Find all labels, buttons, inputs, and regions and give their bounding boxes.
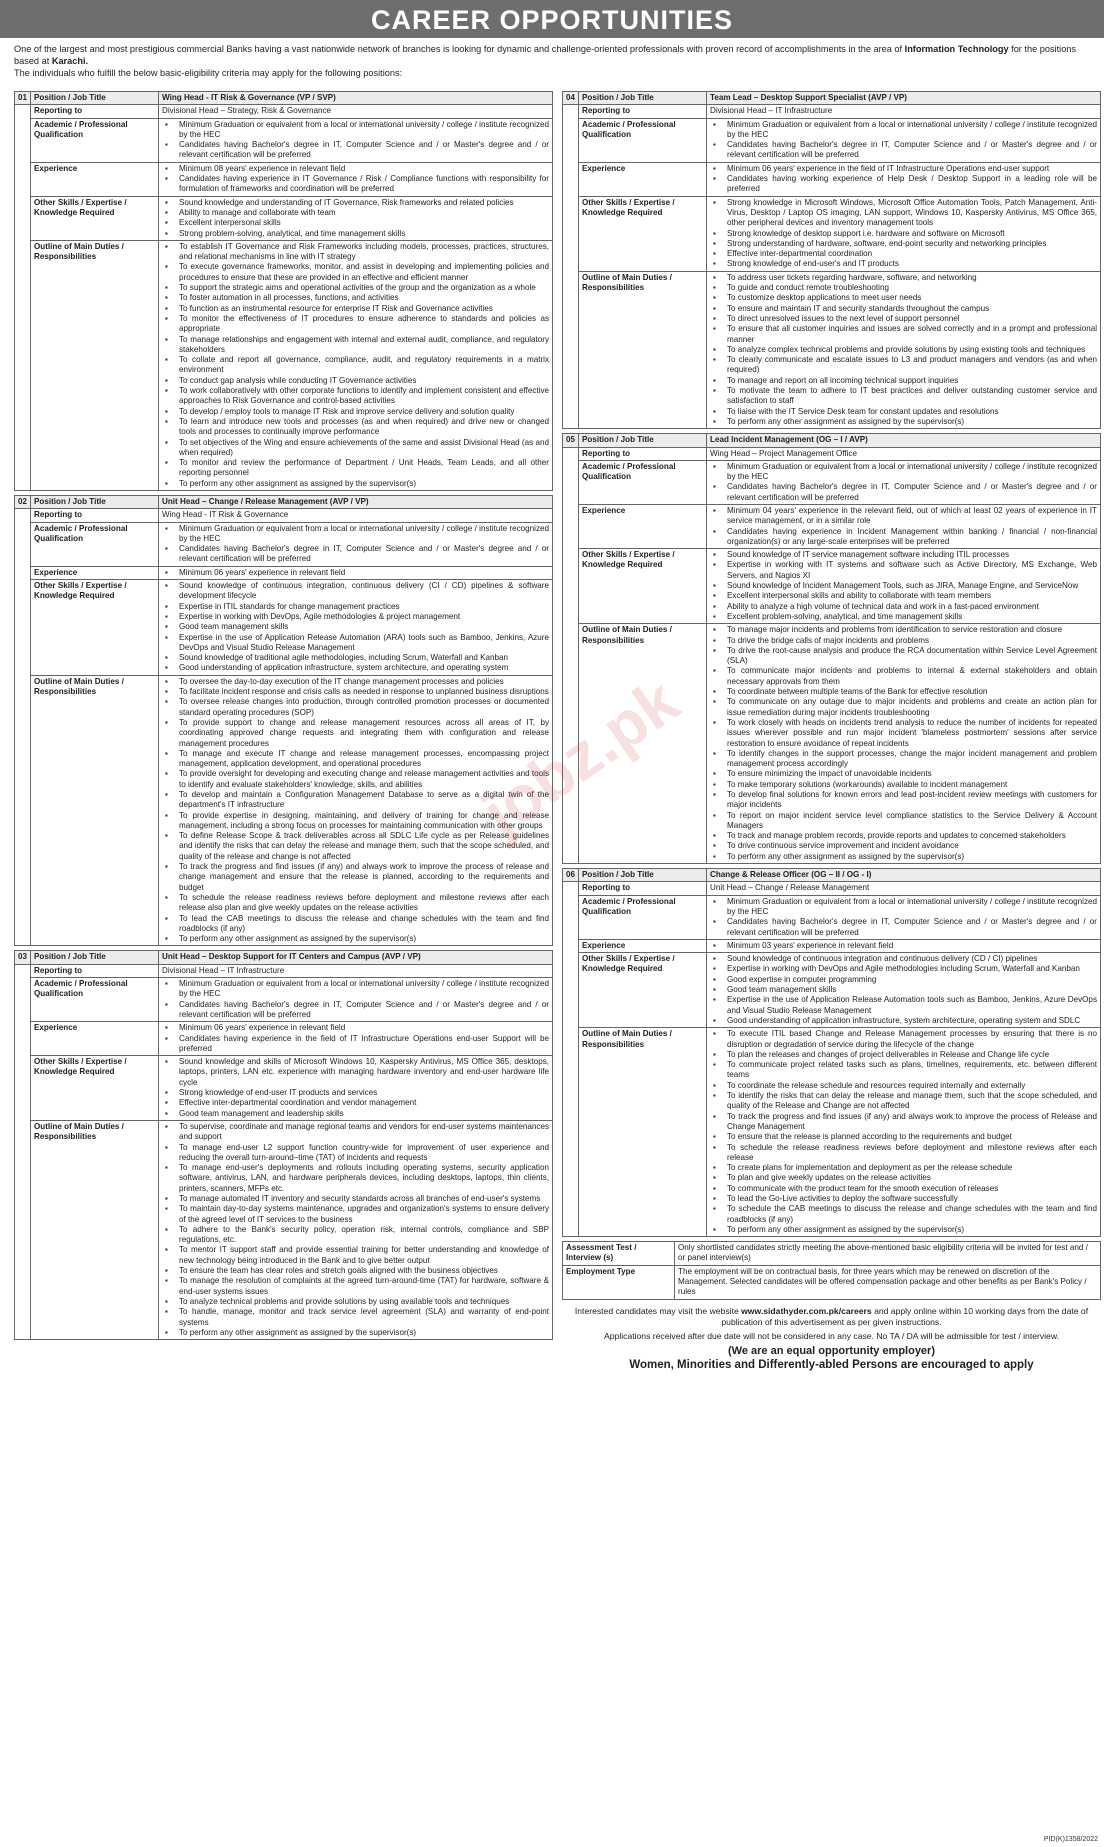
experience-item: ▪ Candidates having experience in Incident Management within banking / financial / non-financial organization(s) or any large-scale enterprises will be preferred	[710, 527, 1097, 548]
job-title: Unit Head – Desktop Support for IT Centers and Campus (AVP / VP)	[159, 951, 553, 964]
duties-item: ▪ To perform any other assignment as assigned by the supervisor(s)	[162, 934, 549, 944]
experience-item: ▪ Minimum 03 years' experience in relevant field	[710, 941, 1097, 951]
skills-list	[707, 953, 1101, 1028]
duties-item: ▪ To develop and maintain a Configuration Management Database to serve as a digital twin of the department's IT infrastructure	[162, 790, 549, 811]
duties-item: ▪ To ensure minimizing the impact of unavoidable incidents	[710, 769, 1097, 779]
skills-item: ▪ Strong knowledge in Microsoft Windows, Microsoft Office Automation Tools, Patch Management, Anti-Virus, Desktop / Laptop OS imaging, LAN support, Windows 10, Kaspersky Antivirus, MS Office 365, other peripheral devices and inventory management tools	[710, 198, 1097, 229]
duties-item: ▪ To perform any other assignment as assigned by the supervisor(s)	[710, 1225, 1097, 1235]
job-number: 02	[15, 495, 31, 508]
position-label: Position / Job Title	[579, 869, 707, 882]
duties-item: ▪ To define Release Scope & track deliverables across all SDLC Life cycle as per Release guidelines and identify the risks that can delay the release and manage them, such that the scope scheduled, and quality of the release and change is not affected	[162, 831, 549, 862]
duties-item: ▪ To plan the releases and changes of project deliverables in Release and Change life cycle	[710, 1050, 1097, 1060]
job-number: 06	[563, 869, 579, 882]
duties-item: ▪ To perform any other assignment as assigned by the supervisor(s)	[710, 417, 1097, 427]
academic-qualification-item: ▪ Candidates having Bachelor's degree in IT, Computer Science and / or Master's degree and / or relevant certification will be preferred	[710, 140, 1097, 161]
skills-item: ▪ Sound knowledge and skills of Microsoft Windows 10, Kaspersky Antivirus, MS Office 365, desktops, laptops, printers, LAN etc. experience with managing hardware inventory and end-user hardware life cycle	[162, 1057, 549, 1088]
duties-item: ▪ To communicate major incidents and problems to internal & external stakeholders and obtain necessary approvals from them	[710, 666, 1097, 687]
experience-item: ▪ Candidates having experience in the field of IT Infrastructure Operations end-user Support will be preferred	[162, 1034, 549, 1055]
position-label: Position / Job Title	[579, 92, 707, 105]
experience-item: ▪ Candidates having working experience of Help Desk / Desktop Support in a leading role will be preferred	[710, 174, 1097, 195]
intro-city: Karachi.	[51, 55, 89, 66]
skills-item: ▪ Sound knowledge of Incident Management Tools, such as JIRA, Manage Engine, and ServiceNow	[710, 581, 1097, 591]
duties-item: ▪ To oversee release changes into production, through controlled promotion processes or documented standard operating procedures (SOP)	[162, 697, 549, 718]
skills-label: Other Skills / Expertise / Knowledge Required	[579, 196, 707, 271]
skills-item: ▪ Good team management and leadership skills	[162, 1109, 549, 1119]
duties-item: ▪ To create plans for implementation and deployment as per the release schedule	[710, 1163, 1097, 1173]
duties-item: ▪ To oversee the day-to-day execution of the IT change management processes and policies	[162, 677, 549, 687]
academic-qualification-list	[159, 978, 553, 1022]
duties-item: ▪ To function as an instrumental resource for enterprise IT Risk and Governance activities	[162, 304, 549, 314]
duties-item: ▪ To mentor IT support staff and provide essential training for better understanding and knowledge of new technology being introduced in the Bank and to give better output	[162, 1245, 549, 1266]
academic-qualification-list	[707, 118, 1101, 162]
academic-qualification-item: ▪ Minimum Graduation or equivalent from a local or international university / college / institute recognized by the HEC	[710, 462, 1097, 483]
duties-list	[707, 1028, 1101, 1237]
skills-item: ▪ Expertise in working with DevOps and Agile methodologies including Scrum, Waterfall and Kanban	[710, 964, 1097, 974]
duties-item: ▪ To manage relationships and engagement with internal and external audit, compliance, and regulatory stakeholders	[162, 335, 549, 356]
academic-qualification-label: Academic / Professional Qualification	[31, 522, 159, 566]
academic-qualification-item: ▪ Candidates having Bachelor's degree in IT, Computer Science and / or Master's degree and / or relevant certification will be preferred	[710, 917, 1097, 938]
duties-item: ▪ To handle, manage, monitor and track service level agreement (SLA) and warranty of end-point systems	[162, 1307, 549, 1328]
duties-item: ▪ To adhere to the Bank's security policy, operation risk, internal controls, compliance and SBP regulations, etc.	[162, 1225, 549, 1246]
reporting-to: Unit Head – Change / Release Management	[707, 882, 1101, 895]
duties-list	[159, 1120, 553, 1339]
skills-item: ▪ Strong knowledge of end-user IT products and services	[162, 1088, 549, 1098]
academic-qualification-item: ▪ Minimum Graduation or equivalent from a local or international university / college / institute recognized by the HEC	[162, 120, 549, 141]
experience-list	[159, 1022, 553, 1056]
skills-list	[707, 196, 1101, 271]
skills-list	[159, 196, 553, 240]
duties-item: ▪ To set objectives of the Wing and ensure achievements of the same and assist Divisional Head (as and when required)	[162, 438, 549, 459]
duties-item: ▪ To ensure and maintain IT and security standards throughout the campus	[710, 304, 1097, 314]
skills-item: ▪ Strong problem-solving, analytical, and time management skills	[162, 229, 549, 239]
duties-item: ▪ To coordinate the release schedule and resources required internally and externally	[710, 1081, 1097, 1091]
skills-item: ▪ Excellent interpersonal skills	[162, 218, 549, 228]
duties-item: ▪ To perform any other assignment as assigned by the supervisor(s)	[162, 479, 549, 489]
skills-item: ▪ Expertise in working with IT systems and software such as Active Directory, MS Exchange, Web Servers, and Nagios XI	[710, 560, 1097, 581]
skills-item: ▪ Good understanding of application infrastructure, system architecture, operating system and SDLC	[710, 1016, 1097, 1026]
academic-qualification-item: ▪ Candidates having Bachelor's degree in IT, Computer Science and / or Master's degree and / or relevant certification will be preferred	[710, 482, 1097, 503]
skills-item: ▪ Excellent problem-solving, analytical, and time management skills	[710, 612, 1097, 622]
skills-list	[159, 580, 553, 676]
skills-label: Other Skills / Expertise / Knowledge Required	[31, 1056, 159, 1121]
job-table	[562, 868, 1101, 1237]
duties-item: ▪ To communicate project related tasks such as plans, timelines, requirements, etc. between different teams	[710, 1060, 1097, 1081]
skills-item: ▪ Expertise in the use of Application Release Automation (ARA) tools such as Bamboo, Jenkins, Azure DevOps and Visual Studio Release Management	[162, 633, 549, 654]
experience-list	[159, 566, 553, 579]
duties-item: ▪ To manage automated IT inventory and security standards across all branches of end-user's systems	[162, 1194, 549, 1204]
experience-label: Experience	[579, 504, 707, 548]
skills-item: ▪ Strong knowledge of end-user's and IT products	[710, 259, 1097, 269]
duties-item: ▪ To collate and report all governance, compliance, audit, and regulatory requirements in a matrix environment	[162, 355, 549, 376]
duties-item: ▪ To perform any other assignment as assigned by the supervisor(s)	[710, 852, 1097, 862]
assessment-text: Only shortlisted candidates strictly meeting the above-mentioned basic eligibility criteria will be invited for test and / or panel interview(s)	[675, 1242, 1101, 1266]
assessment-table	[562, 1241, 1101, 1299]
job-number: 04	[563, 92, 579, 105]
duties-item: ▪ To manage end-user L2 support function country-wide for improvement of user experience and reducing the overall turn-around–time (TAT) of incidents and requests	[162, 1143, 549, 1164]
academic-qualification-item: ▪ Candidates having Bachelor's degree in IT, Computer Science and / or Master's degree and / or relevant certification will be preferred	[162, 544, 549, 565]
duties-item: ▪ To monitor the effectiveness of IT procedures to ensure adherence to standards and policies as appropriate	[162, 314, 549, 335]
duties-item: ▪ To track the progress and find issues (if any) and always work to improve the process of release and change management and ensure that the release is planned, according to the requirements and budget	[162, 862, 549, 893]
duties-item: ▪ To manage major incidents and problems from identification to service restoration and closure	[710, 625, 1097, 635]
duties-item: ▪ To direct unresolved issues to the next level of support personnel	[710, 314, 1097, 324]
job-number: 05	[563, 434, 579, 447]
duties-item: ▪ To develop / employ tools to manage IT Risk and improve service delivery and solution quality	[162, 407, 549, 417]
skills-label: Other Skills / Expertise / Knowledge Required	[579, 953, 707, 1028]
duties-item: ▪ To ensure that the release is planned according to the requirements and budget	[710, 1132, 1097, 1142]
experience-label: Experience	[31, 162, 159, 196]
job-title: Lead Incident Management (OG – I / AVP)	[707, 434, 1101, 447]
duties-item: ▪ To schedule the release readiness reviews before deployment and milestone reviews after each release also plan and give weekly updates on the release activities	[162, 893, 549, 914]
reporting-label: Reporting to	[579, 882, 707, 895]
skills-item: ▪ Ability to manage and collaborate with team	[162, 208, 549, 218]
duties-list	[707, 624, 1101, 864]
duties-label: Outline of Main Duties / Responsibilities	[31, 240, 159, 490]
page-title: CAREER OPPORTUNITIES	[0, 0, 1104, 38]
duties-item: ▪ To learn and introduce new tools and processes (as and when required) and drive new or changed tools and processes to continually improve performance	[162, 417, 549, 438]
experience-item: ▪ Minimum 04 years' experience in the relevant field, out of which at least 02 years of experience in IT service management, or in a similar role	[710, 506, 1097, 527]
intro-text-2: for the positions based at	[14, 44, 1077, 66]
job-number: 03	[15, 951, 31, 964]
encouragement: Women, Minorities and Differently-abled Persons are encouraged to apply	[629, 1358, 1034, 1371]
position-label: Position / Job Title	[579, 434, 707, 447]
duties-item: ▪ To lead the CAB meetings to discuss the release and change schedules with the team and find roadblocks (if any)	[162, 914, 549, 935]
apply-text: Interested candidates may visit the website	[574, 1305, 742, 1316]
job-table	[14, 950, 553, 1340]
reporting-label: Reporting to	[31, 105, 159, 118]
academic-qualification-item: ▪ Minimum Graduation or equivalent from a local or international university / college / institute recognized by the HEC	[162, 524, 549, 545]
experience-item: ▪ Minimum 06 years' experience in relevant field	[162, 568, 549, 578]
skills-item: ▪ Expertise in the use of Application Release Automation tools such as Bamboo, Jenkins, Azure DevOps and Visual Studio Release Management	[710, 995, 1097, 1016]
reporting-label: Reporting to	[31, 964, 159, 977]
duties-list	[159, 675, 553, 946]
job-title: Team Lead – Desktop Support Specialist (AVP / VP)	[707, 92, 1101, 105]
duties-item: ▪ To identify changes in the support processes, change the major incident management and problem management process accordingly	[710, 749, 1097, 770]
skills-item: ▪ Good understanding of application infrastructure, system architecture, and operating system	[162, 663, 549, 673]
experience-list	[159, 162, 553, 196]
duties-item: ▪ To schedule the CAB meetings to discuss the release and change schedules with the team and find roadblocks (if any)	[710, 1204, 1097, 1225]
skills-label: Other Skills / Expertise / Knowledge Required	[31, 580, 159, 676]
academic-qualification-item: ▪ Minimum Graduation or equivalent from a local or international university / college / institute recognized by the HEC	[162, 979, 549, 1000]
skills-item: ▪ Sound knowledge of continuous integration and continuous delivery (CD / CI) pipelines	[710, 954, 1097, 964]
duties-item: ▪ To develop final solutions for known errors and lead post-incident review meetings with customers for major incidents	[710, 790, 1097, 811]
duties-item: ▪ To manage and execute IT change and release management processes, encompassing project management, application development, and operational procedures	[162, 749, 549, 770]
duties-label: Outline of Main Duties / Responsibilities	[31, 1120, 159, 1339]
job-title: Change & Release Officer (OG – II / OG - I)	[707, 869, 1101, 882]
duties-item: ▪ To support the strategic aims and operational activities of the group and the organization as a whole	[162, 283, 549, 293]
duties-item: ▪ To monitor and review the performance of Department / Unit Heads, Team Leads, and all other reporting personnel	[162, 458, 549, 479]
job-number: 01	[15, 92, 31, 105]
duties-item: ▪ To identify the risks that can delay the release and manage them, such that the scope scheduled, and quality of the Release and Change are not affected	[710, 1091, 1097, 1112]
duties-item: ▪ To communicate with the product team for the smooth execution of releases	[710, 1184, 1097, 1194]
reporting-label: Reporting to	[579, 105, 707, 118]
experience-label: Experience	[579, 939, 707, 952]
skills-item: ▪ Sound knowledge of traditional agile methodologies, including Scrum, Waterfall and Kanban	[162, 653, 549, 663]
duties-item: ▪ To liaise with the IT Service Desk team for constant updates and resolutions	[710, 407, 1097, 417]
duties-item: ▪ To ensure that all customer inquiries and issues are solved correctly and in a prompt and professional manner	[710, 324, 1097, 345]
academic-qualification-item: ▪ Minimum Graduation or equivalent from a local or international university / college / institute recognized by the HEC	[710, 897, 1097, 918]
apply-text-2: and apply online within 10 working days from the date of publication of this advertisement as per given instructions.	[721, 1305, 1089, 1327]
position-label: Position / Job Title	[31, 951, 159, 964]
duties-item: ▪ To conduct gap analysis while conducting IT Governance activities	[162, 376, 549, 386]
experience-item: ▪ Minimum 06 years' experience in the field of IT Infrastructure Operations end-user support	[710, 164, 1097, 174]
skills-label: Other Skills / Expertise / Knowledge Required	[579, 549, 707, 624]
academic-qualification-list	[707, 895, 1101, 939]
duties-item: ▪ To make temporary solutions (workarounds) available to incident management	[710, 780, 1097, 790]
experience-label: Experience	[579, 162, 707, 196]
experience-list	[707, 939, 1101, 952]
position-label: Position / Job Title	[31, 495, 159, 508]
careers-link[interactable]: www.sidathyder.com.pk/careers	[741, 1305, 872, 1316]
duties-item: ▪ To provide support to change and release management resources across all areas of IT, by coordinating approved change requests and integrating them with configuration and release management procedures	[162, 718, 549, 749]
academic-qualification-item: ▪ Minimum Graduation or equivalent from a local or international university / college / institute recognized by the HEC	[710, 120, 1097, 141]
duties-label: Outline of Main Duties / Responsibilities	[579, 271, 707, 428]
academic-qualification-list	[707, 460, 1101, 504]
academic-qualification-list	[159, 118, 553, 162]
duties-item: ▪ To establish IT Governance and Risk Frameworks including models, processes, practices, structures, and relational mechanisms in line with IT strategy	[162, 242, 549, 263]
duties-label: Outline of Main Duties / Responsibilities	[579, 624, 707, 864]
experience-item: ▪ Minimum 06 years' experience in relevant field	[162, 1023, 549, 1033]
right-column	[562, 91, 1101, 1374]
experience-label: Experience	[31, 566, 159, 579]
skills-item: ▪ Sound knowledge and understanding of IT Governance, Risk frameworks and related policies	[162, 198, 549, 208]
duties-item: ▪ To perform any other assignment as assigned by the supervisor(s)	[162, 1328, 549, 1338]
intro-field: Information Technology	[904, 44, 1009, 54]
duties-item: ▪ To report on major incident service level compliance statistics to the Service Delivery & Account Managers	[710, 811, 1097, 832]
duties-item: ▪ To analyze complex technical problems and provide solutions by using existing tools and techniques	[710, 345, 1097, 355]
skills-label: Other Skills / Expertise / Knowledge Required	[31, 196, 159, 240]
reporting-to: Wing Head – Project Management Office	[707, 447, 1101, 460]
skills-item: ▪ Effective inter-departmental coordination	[710, 249, 1097, 259]
duties-item: ▪ To lead the Go-Live activities to deploy the software successfully	[710, 1194, 1097, 1204]
pid-number: PID(K)1358/2022	[1043, 1836, 1098, 1843]
skills-list	[707, 549, 1101, 624]
skills-item: ▪ Excellent interpersonal skills and ability to collaborate with team members	[710, 591, 1097, 601]
academic-qualification-list	[159, 522, 553, 566]
duties-label: Outline of Main Duties / Responsibilities	[31, 675, 159, 946]
duties-item: ▪ To ensure the team has clear roles and stretch goals aligned with the business objectives	[162, 1266, 549, 1276]
duties-item: ▪ To communicate on any outage due to major incidents and problems and create an action plan for issue remediation during major incidents troubleshooting	[710, 697, 1097, 718]
position-label: Position / Job Title	[31, 92, 159, 105]
skills-item: ▪ Sound knowledge of IT service management software including ITIL processes	[710, 550, 1097, 560]
skills-item: ▪ Ability to analyze a high volume of technical data and work in a fast-paced environment	[710, 602, 1097, 612]
late-notice: Applications received after due date will not be considered in any case. No TA / DA will be admissible for test / interview.	[604, 1330, 1059, 1341]
reporting-to: Divisional Head – Strategy, Risk & Governance	[159, 105, 553, 118]
duties-item: ▪ To address user tickets regarding hardware, software, and networking	[710, 273, 1097, 283]
experience-list	[707, 162, 1101, 196]
academic-qualification-label: Academic / Professional Qualification	[579, 895, 707, 939]
duties-item: ▪ To clearly communicate and escalate issues to L3 and product managers and vendors (as and when required)	[710, 355, 1097, 376]
academic-qualification-item: ▪ Candidates having Bachelor's degree in IT, Computer Science and / or Master's degree and / or relevant certification will be preferred	[162, 1000, 549, 1021]
job-table	[14, 495, 553, 946]
skills-item: ▪ Strong understanding of hardware, software, end-point security and networking principles	[710, 239, 1097, 249]
reporting-label: Reporting to	[579, 447, 707, 460]
reporting-to: Wing Head - IT Risk & Governance	[159, 509, 553, 522]
duties-item: ▪ To track the progress and find issues (if any) and always work to improve the process of Release and Change Management	[710, 1112, 1097, 1133]
job-title: Wing Head - IT Risk & Governance (VP / SVP)	[159, 92, 553, 105]
academic-qualification-label: Academic / Professional Qualification	[579, 460, 707, 504]
duties-label: Outline of Main Duties / Responsibilities	[579, 1028, 707, 1237]
experience-item: ▪ Candidates having experience in IT Governance / Risk / Compliance functions with responsibility for formulation of frameworks and coordination will be preferred	[162, 174, 549, 195]
assessment-label: Assessment Test / Interview (s)	[563, 1242, 675, 1266]
skills-item: ▪ Good team management skills	[162, 622, 549, 632]
duties-item: ▪ To track and manage problem records, provide reports and updates to concerned stakeholders	[710, 831, 1097, 841]
intro	[14, 44, 1092, 79]
duties-item: ▪ To drive the root-cause analysis and produce the RCA documentation within Service Level Agreement (SLA)	[710, 646, 1097, 667]
skills-item: ▪ Expertise in ITIL standards for change management practices	[162, 602, 549, 612]
duties-item: ▪ To work closely with heads on incidents trend analysis to reduce the number of incidents for repeated issues wherever possible and run major incident 'blameless postmortem' sessions after service restoration to ensure avoidance of repeat incidents	[710, 718, 1097, 749]
left-column	[14, 91, 553, 1340]
duties-item: ▪ To schedule the release readiness reviews before deployment and milestone reviews after each release	[710, 1143, 1097, 1164]
intro-text: One of the largest and most prestigious commercial Banks having a vast nationwide network of branches is looking for dynamic and challenge-oriented professionals with proven record of accomplishments in the area of	[14, 44, 905, 54]
skills-item: ▪ Expertise in working with DevOps, Agile methodologies & project management	[162, 612, 549, 622]
skills-item: ▪ Sound knowledge of continuous integration, continuous delivery (CI / CD) pipelines & software development lifecycle	[162, 581, 549, 602]
skills-list	[159, 1056, 553, 1121]
duties-item: ▪ To guide and conduct remote troubleshooting	[710, 283, 1097, 293]
duties-item: ▪ To manage and report on all incoming technical support inquiries	[710, 376, 1097, 386]
employment-label: Employment Type	[563, 1265, 675, 1299]
footer	[562, 1306, 1101, 1371]
duties-item: ▪ To customize desktop applications to meet user needs	[710, 293, 1097, 303]
job-table	[562, 433, 1101, 864]
reporting-label: Reporting to	[31, 509, 159, 522]
duties-item: ▪ To work collaboratively with other corporate functions to identify and implement consistent and effective approaches to Risk Governance and control-based activities	[162, 386, 549, 407]
intro-criteria: The individuals who fulfill the below basic-eligibility criteria may apply for the following positions:	[14, 67, 403, 78]
experience-item: ▪ Minimum 08 years' experience in relevant field	[162, 164, 549, 174]
duties-item: ▪ To foster automation in all processes, functions, and activities	[162, 293, 549, 303]
duties-item: ▪ To drive the bridge calls of major incidents and problems	[710, 636, 1097, 646]
job-title: Unit Head – Change / Release Management (AVP / VP)	[159, 495, 553, 508]
duties-item: ▪ To supervise, coordinate and manage regional teams and vendors for end-user systems maintenances and support	[162, 1122, 549, 1143]
duties-item: ▪ To manage the resolution of complaints at the agreed turn-around-time (TAT) for hardware, software & end-user systems issues	[162, 1276, 549, 1297]
duties-item: ▪ To facilitate incident response and crisis calls as needed in response to unplanned business disruptions	[162, 687, 549, 697]
reporting-to: Divisional Head – IT Infrastructure	[707, 105, 1101, 118]
duties-item: ▪ To plan and give weekly updates on the release activities	[710, 1173, 1097, 1183]
academic-qualification-label: Academic / Professional Qualification	[579, 118, 707, 162]
duties-item: ▪ To provide expertise in designing, maintaining, and delivery of training for change and release management, including a strong focus on processes for maintaining communication with other groups	[162, 811, 549, 832]
experience-list	[707, 504, 1101, 548]
academic-qualification-label: Academic / Professional Qualification	[31, 118, 159, 162]
duties-item: ▪ To execute governance frameworks, monitor, and assist in developing and implementing policies and procedures to ensure that these are provided in an effective and efficient manner	[162, 262, 549, 283]
skills-item: ▪ Good expertise in computer programming	[710, 975, 1097, 985]
watermark: jobz.pk	[469, 664, 692, 850]
duties-item: ▪ To manage end-user's deployments and rollouts including operating systems, security application software, antivirus, LAN, and hardware peripherals devices, including desktops, laptops, thin clients, printers, scanners, MFPs etc.	[162, 1163, 549, 1194]
duties-item: ▪ To analyze technical problems and provide solutions by using available tools and techniques	[162, 1297, 549, 1307]
duties-list	[707, 271, 1101, 428]
job-table	[562, 91, 1101, 429]
skills-item: ▪ Strong knowledge of desktop support i.e. hardware and software on Microsoft	[710, 229, 1097, 239]
skills-item: ▪ Effective inter-departmental coordination and vendor management	[162, 1098, 549, 1108]
duties-item: ▪ To execute ITIL based Change and Release Management processes by ensuring that there is no disruption or degradation of service during the lifecycle of the change	[710, 1029, 1097, 1050]
experience-label: Experience	[31, 1022, 159, 1056]
duties-item: ▪ To coordinate between multiple teams of the Bank for effective resolution	[710, 687, 1097, 697]
job-table	[14, 91, 553, 491]
duties-item: ▪ To drive continuous service improvement and incident avoidance	[710, 841, 1097, 851]
academic-qualification-item: ▪ Candidates having Bachelor's degree in IT, Computer Science and / or Master's degree and / or relevant certification will be preferred	[162, 140, 549, 161]
duties-list	[159, 240, 553, 490]
duties-item: ▪ To maintain day-to-day systems maintenance, upgrades and organization's systems to ensure delivery of the agreed level of IT services to the business	[162, 1204, 549, 1225]
reporting-to: Divisional Head – IT Infrastructure	[159, 964, 553, 977]
duties-item: ▪ To provide oversight for developing and executing change and release management activities and tools to identify and evaluate stakeholders' knowledge, skills, and abilities	[162, 769, 549, 790]
equal-opportunity: (We are an equal opportunity employer)	[728, 1344, 935, 1357]
skills-item: ▪ Good team management skills	[710, 985, 1097, 995]
employment-text: The employment will be on contractual basis, for three years which may be renewed on discretion of the Management. Selected candidates will be offered compensation package and other benefits as per Bank's Policy / rules	[675, 1265, 1101, 1299]
duties-item: ▪ To motivate the team to adhere to IT best practices and deliver outstanding customer service and satisfaction to staff	[710, 386, 1097, 407]
academic-qualification-label: Academic / Professional Qualification	[31, 978, 159, 1022]
